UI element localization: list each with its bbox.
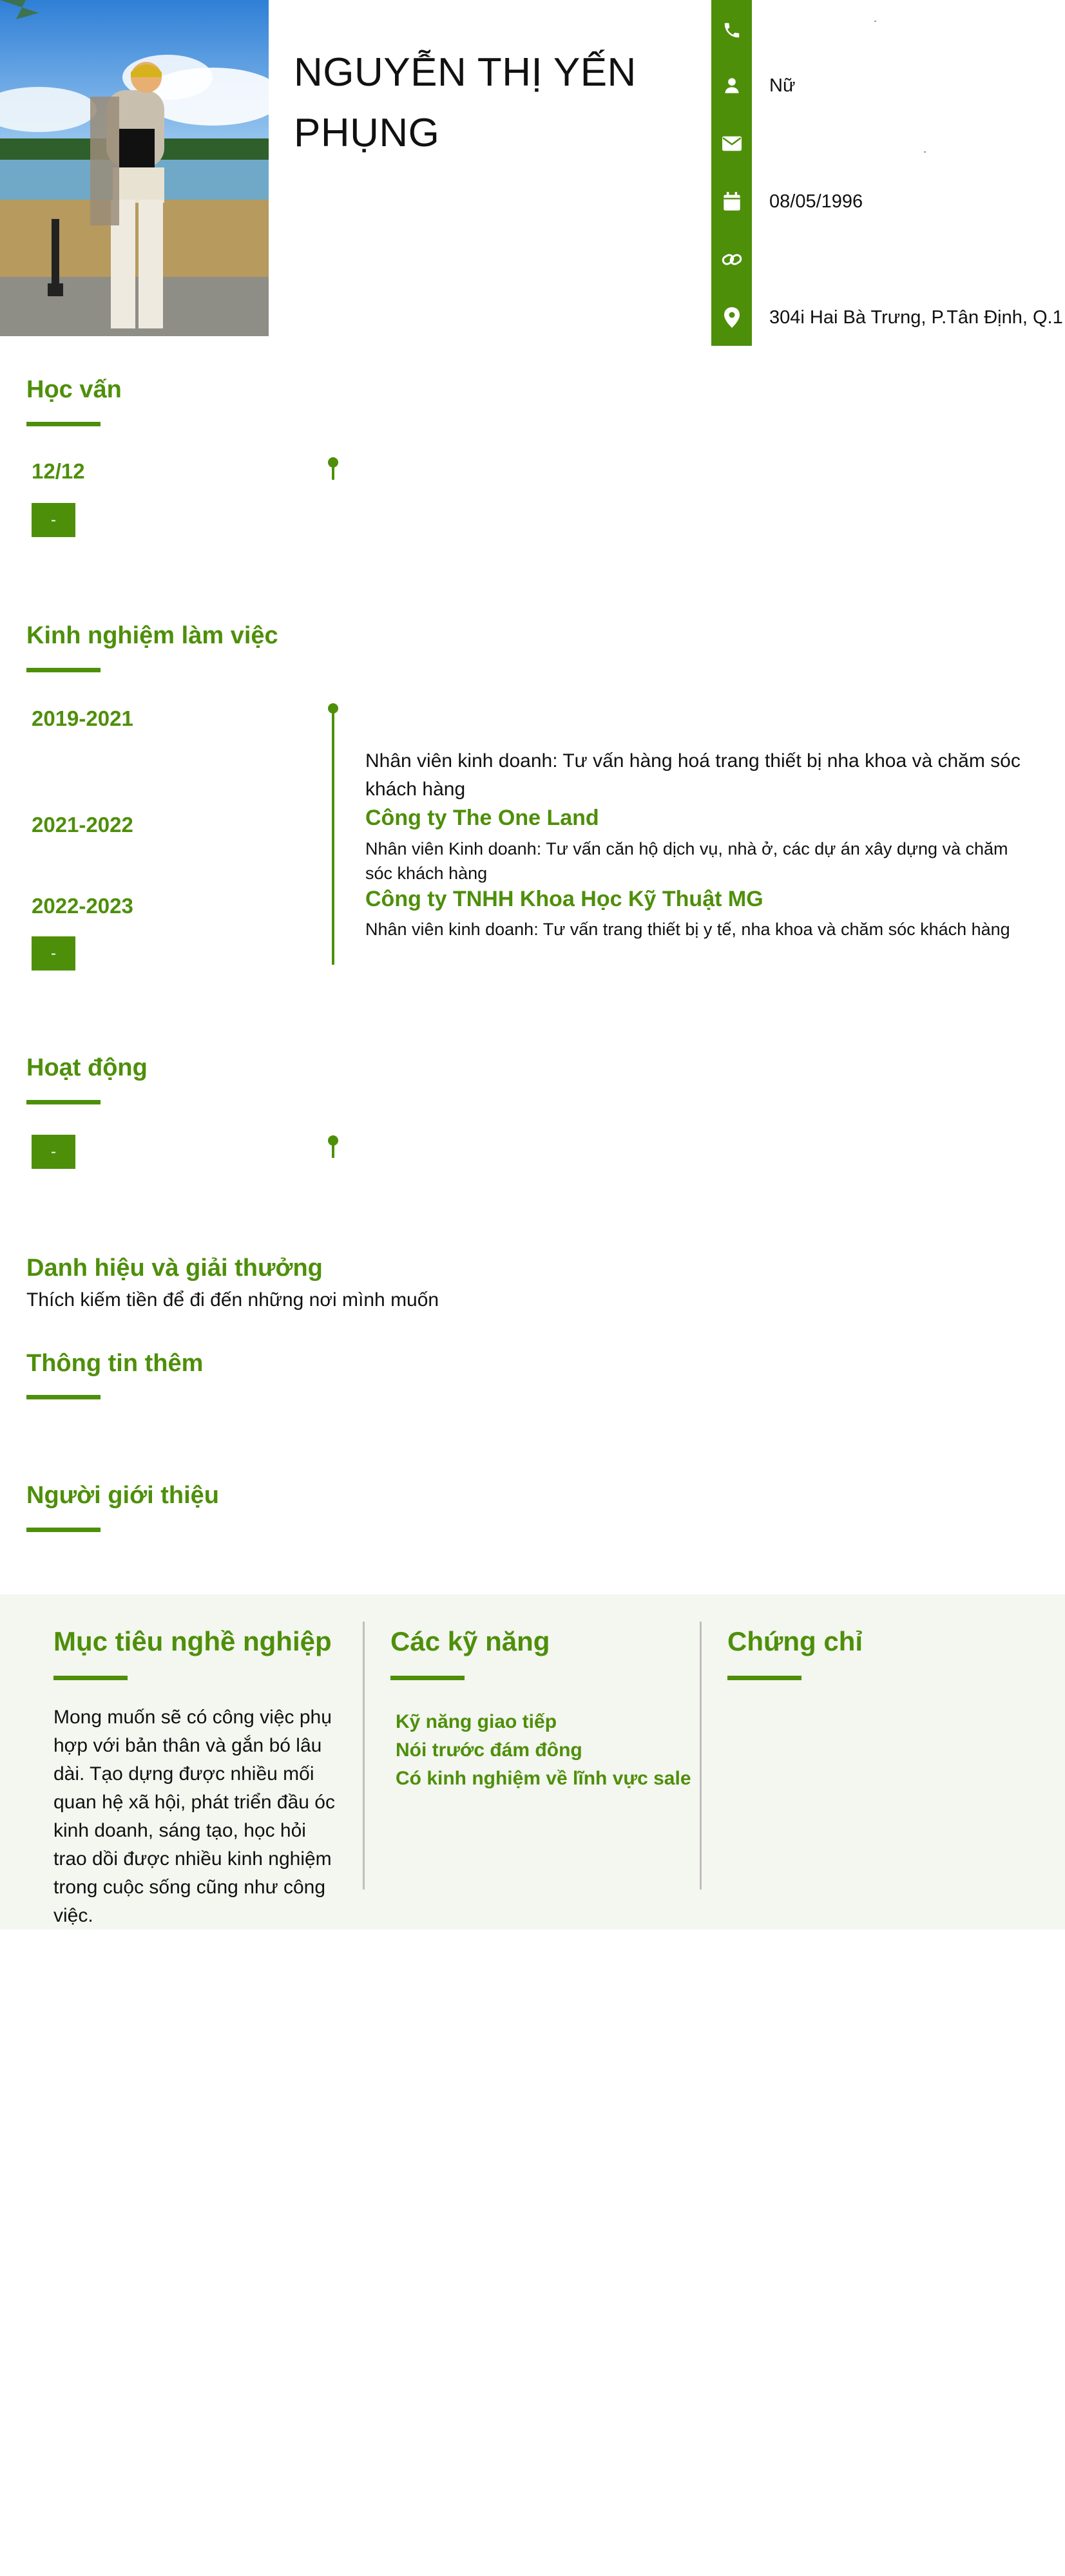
experience-date: 2021-2022 xyxy=(32,813,133,837)
experience-underline xyxy=(26,668,101,672)
calendar-icon xyxy=(711,182,752,221)
cv-header xyxy=(0,0,1065,346)
experience-date: 2022-2023 xyxy=(32,894,133,918)
education-title: Học vấn xyxy=(26,376,122,403)
experience-description: Nhân viên kinh doanh: Tư vấn hàng hoá trang thiết bị nha khoa và chăm sóc khách hàng xyxy=(365,750,1021,800)
candidate-name: NGUYỄN THỊ YẾN PHỤNG xyxy=(294,50,637,155)
map-marker-icon xyxy=(711,298,752,337)
experience-company: Công ty The One Land xyxy=(365,806,599,830)
objective-underline xyxy=(53,1676,128,1680)
skill-item: Kỹ năng giao tiếp xyxy=(396,1711,557,1732)
certificates-underline xyxy=(727,1676,801,1680)
extra-info-title: Thông tin thêm xyxy=(26,1350,204,1377)
activities-timeline-line xyxy=(332,1142,334,1158)
awards-title: Danh hiệu và giải thưởng xyxy=(26,1255,323,1282)
skills-underline xyxy=(390,1676,465,1680)
objective-title: Mục tiêu nghề nghiệp xyxy=(53,1626,332,1656)
column-divider xyxy=(700,1622,702,1889)
column-divider xyxy=(363,1622,365,1889)
phone-icon xyxy=(711,11,752,50)
profile-photo xyxy=(0,0,269,336)
activities-underline xyxy=(26,1100,101,1104)
experience-date: 2019-2021 xyxy=(32,706,133,730)
contact-sidebar xyxy=(711,0,752,346)
activities-title: Hoạt động xyxy=(26,1054,148,1081)
skill-item: Nói trước đám đông xyxy=(396,1739,582,1761)
education-underline xyxy=(26,422,101,426)
birthdate-value: 08/05/1996 xyxy=(769,191,863,212)
experience-timeline-line xyxy=(332,708,334,965)
gender-value: Nữ xyxy=(769,75,796,96)
link-icon xyxy=(711,240,752,279)
awards-text: Thích kiếm tiền để đi đến những nơi mình muốn xyxy=(26,1289,439,1311)
education-date: 12/12 xyxy=(32,459,85,483)
experience-description: Nhân viên Kinh doanh: Tư vấn căn hộ dịch vụ, nhà ở, các dự án xây dựng và chăm sóc khách hàng xyxy=(365,839,1008,883)
email-value-placeholder xyxy=(924,151,926,153)
skills-title: Các kỹ năng xyxy=(390,1626,550,1656)
address-value: 304i Hai Bà Trưng, P.Tân Định, Q.1 xyxy=(769,307,1063,328)
extra-info-underline xyxy=(26,1395,101,1399)
skill-item: Có kinh nghiệm về lĩnh vực sale xyxy=(396,1768,691,1789)
objective-text: Mong muốn sẽ có công việc phụ hợp với bản thân và gắn bó lâu dài. Tạo dựng được nhiều mối quan hệ xã hội, phát triển đầu óc kinh doanh, sáng tạo, học hỏi trao dồi được nhiều kinh nghiệm trong cuộc sống cũng như công việc. xyxy=(53,1707,335,1926)
certificates-title: Chứng chỉ xyxy=(727,1626,863,1656)
activities-action-button[interactable]: - xyxy=(32,1135,75,1169)
education-action-button[interactable]: - xyxy=(32,503,75,537)
phone-value-placeholder xyxy=(874,21,876,22)
references-underline xyxy=(26,1528,101,1532)
education-timeline-line xyxy=(332,464,334,480)
references-title: Người giới thiệu xyxy=(26,1482,219,1509)
user-icon xyxy=(711,66,752,105)
experience-action-button[interactable]: - xyxy=(32,936,75,971)
envelope-icon xyxy=(711,124,752,163)
experience-company: Công ty TNHH Khoa Học Kỹ Thuật MG xyxy=(365,887,763,911)
experience-title: Kinh nghiệm làm việc xyxy=(26,622,278,649)
experience-description: Nhân viên kinh doanh: Tư vấn trang thiết bị y tế, nha khoa và chăm sóc khách hàng xyxy=(365,920,1010,939)
